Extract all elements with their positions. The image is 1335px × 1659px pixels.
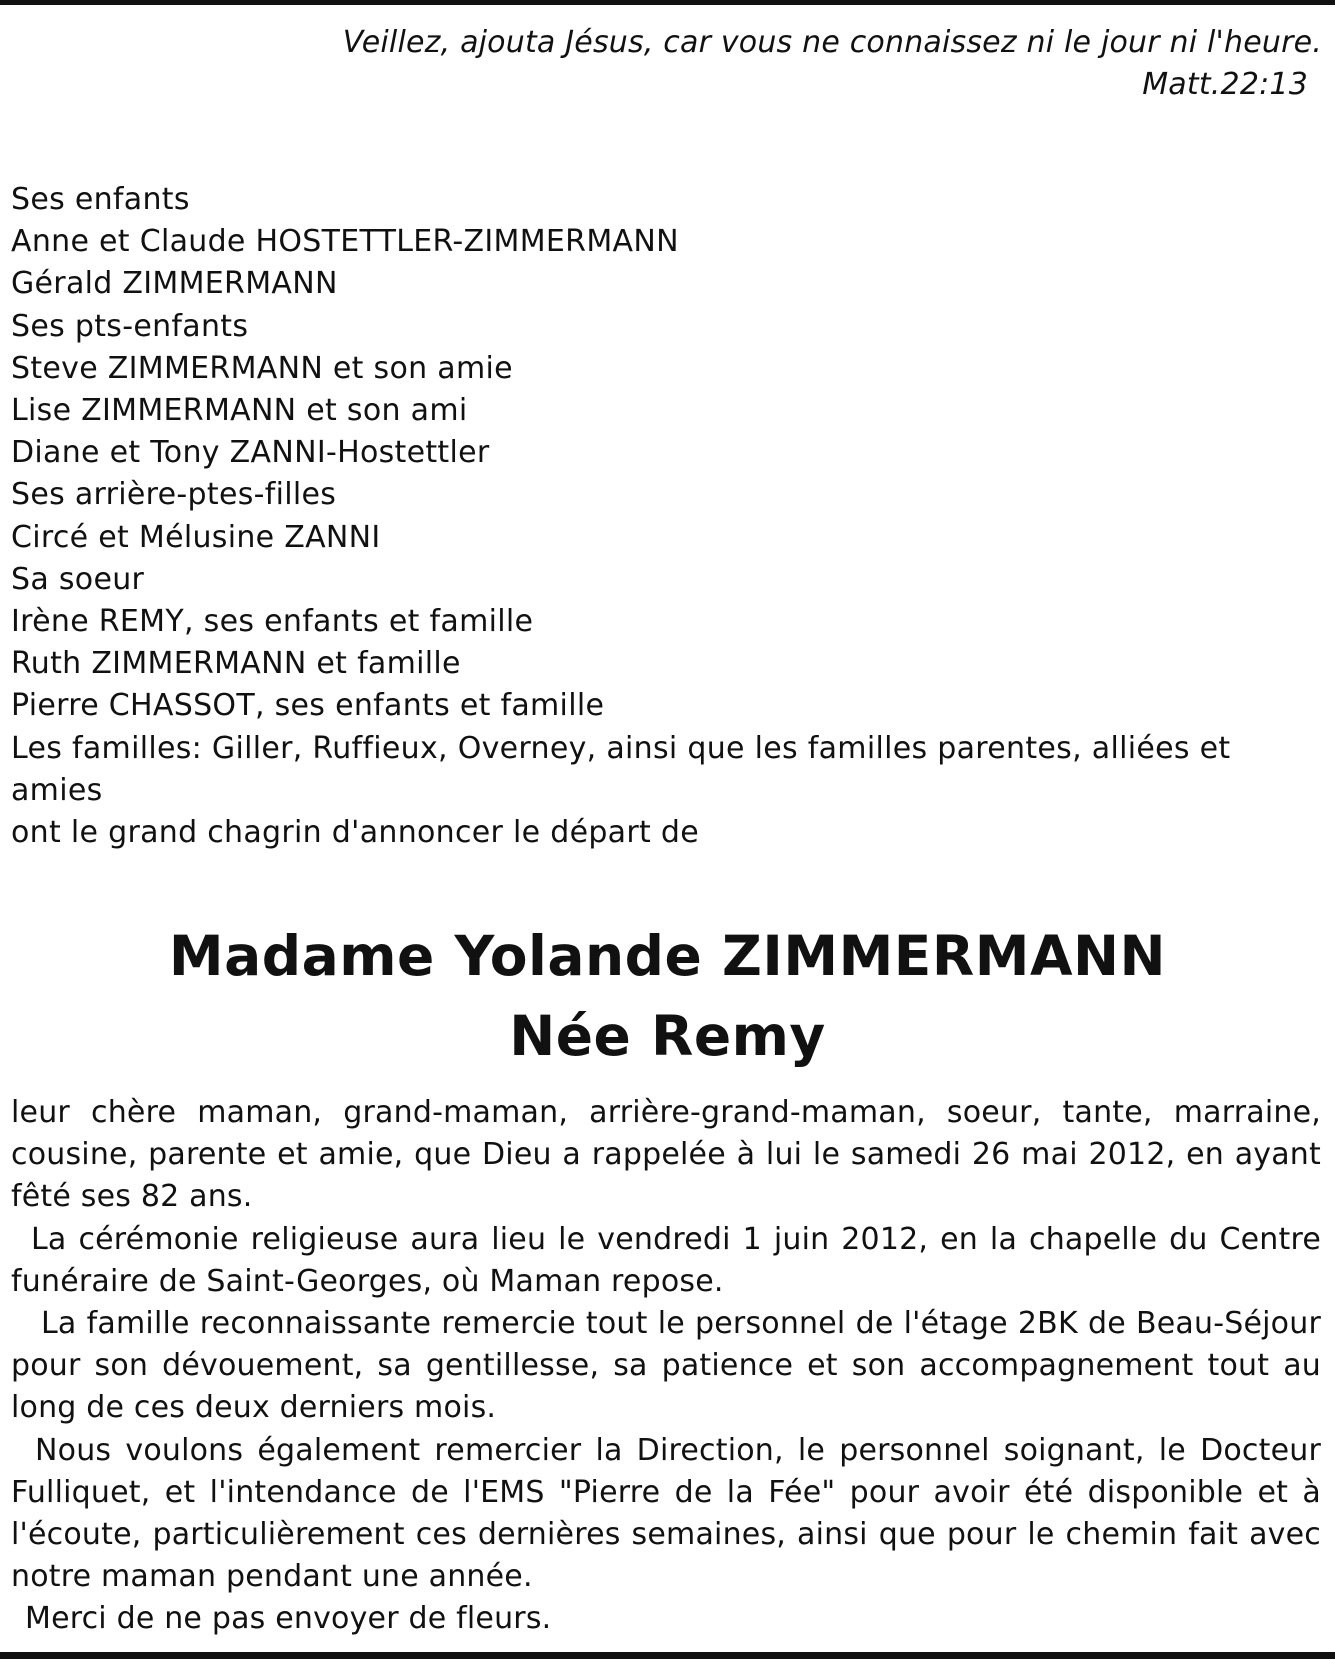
deceased-maiden-name: Née Remy bbox=[509, 1004, 826, 1068]
bottom-border-rule bbox=[0, 1652, 1335, 1659]
body-paragraph: La cérémonie religieuse aura lieu le vendredi 1 juin 2012, en la chapelle du Centre funéraire de Saint-Georges, où Maman repose. bbox=[11, 1221, 1321, 1299]
family-line: Ses enfants bbox=[11, 182, 190, 217]
family-line: Anne et Claude HOSTETTLER-ZIMMERMANN bbox=[11, 224, 679, 260]
family-line: Steve ZIMMERMANN et son amie bbox=[11, 350, 513, 386]
body-paragraph: Merci de ne pas envoyer de fleurs. bbox=[25, 1601, 552, 1637]
family-line: Circé et Mélusine ZANNI bbox=[11, 519, 381, 555]
obituary-body bbox=[11, 1092, 1321, 1641]
family-line: Irène REMY, ses enfants et famille bbox=[11, 604, 534, 640]
family-line: Pierre CHASSOT, ses enfants et famille bbox=[11, 688, 605, 724]
body-paragraph: leur chère maman, grand-maman, arrière-grand-maman, soeur, tante, marraine, cousine, parente et amie, que Dieu a rappelée à lui le samedi 26 mai 2012, en ayant fêté ses 82 ans. bbox=[11, 1095, 1321, 1215]
verse-reference: Matt.22:13 bbox=[1142, 67, 1308, 102]
body-paragraph: Nous voulons également remercier la Direction, le personnel soignant, le Docteur Fulliquet, et l'intendance de l'EMS "Pierre de la Fée" pour avoir été disponible et à l'écoute, particulièrement ces dernières semaines, ainsi que pour le chemin fait avec notre maman pendant une année. bbox=[11, 1432, 1321, 1595]
family-line: Lise ZIMMERMANN et son ami bbox=[11, 393, 468, 429]
verse-text: Veillez, ajouta Jésus, car vous ne connaissez ni le jour ni l'heure. bbox=[342, 25, 1322, 60]
body-paragraph: La famille reconnaissante remercie tout le personnel de l'étage 2BK de Beau-Séjour pour son dévouement, sa gentillesse, sa patience et son accompagnement tout au long de ces deux derniers mois. bbox=[11, 1306, 1321, 1426]
family-line: Ses arrière-ptes-filles bbox=[11, 477, 337, 513]
family-list bbox=[11, 179, 1321, 854]
announcement-line: ont le grand chagrin d'annoncer le départ de bbox=[11, 815, 699, 851]
family-line: Ruth ZIMMERMANN et famille bbox=[11, 646, 461, 682]
top-border-rule bbox=[0, 0, 1335, 5]
bible-verse bbox=[122, 22, 1322, 106]
family-line: Gérald ZIMMERMANN bbox=[11, 266, 338, 302]
deceased-name: Madame Yolande ZIMMERMANN bbox=[168, 924, 1167, 988]
family-line: Diane et Tony ZANNI-Hostettler bbox=[11, 435, 490, 471]
family-line: Ses pts-enfants bbox=[11, 308, 249, 344]
family-line: Les familles: Giller, Ruffieux, Overney, ainsi que les familles parentes, alliées et amies bbox=[11, 730, 1231, 808]
family-line: Sa soeur bbox=[11, 561, 145, 597]
deceased-name-block bbox=[0, 916, 1335, 1076]
